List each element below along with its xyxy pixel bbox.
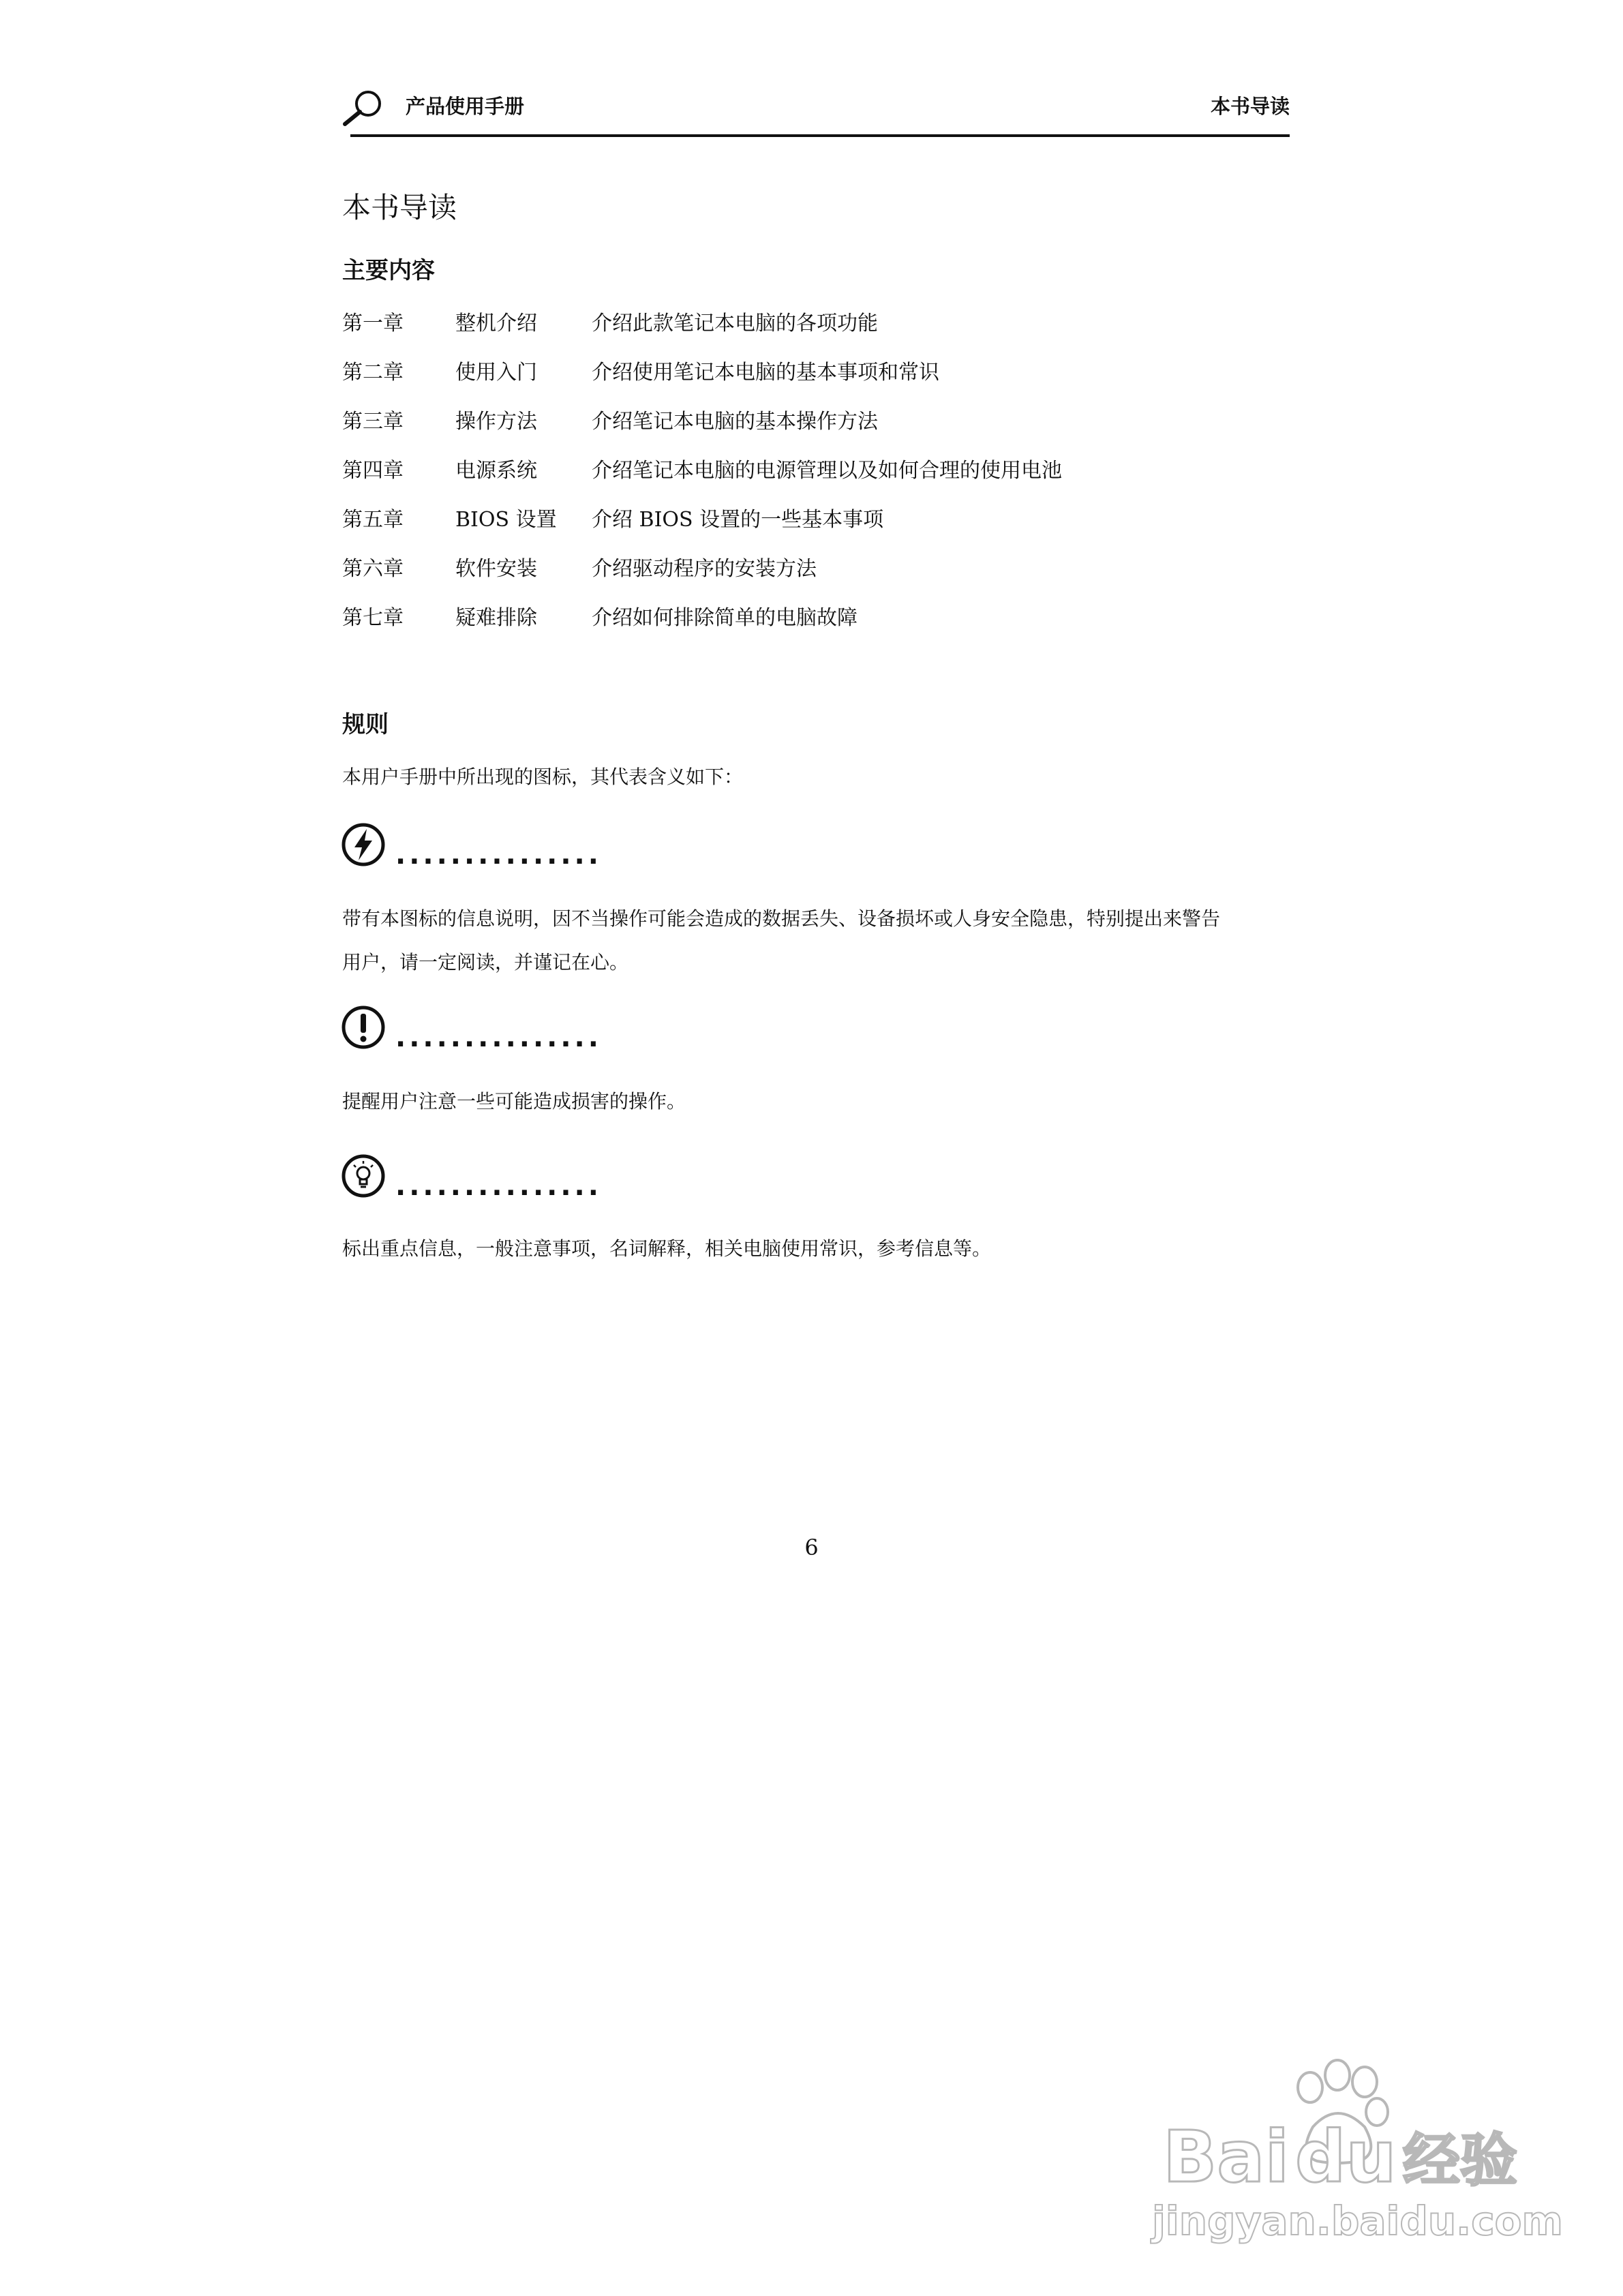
svg-text:经验: 经验 (1403, 2127, 1518, 2194)
toc-chapter-title: 使用入门 (455, 361, 537, 384)
toc-chapter-description: 介绍如何排除简单的电脑故障 (592, 606, 858, 630)
svg-text:Bai: Bai (1163, 2115, 1290, 2195)
toc-chapter-title: 操作方法 (455, 410, 537, 434)
toc-chapter-title: 整机介绍 (455, 312, 537, 335)
toc-chapter-description: 介绍 BIOS 设置的一些基本事项 (592, 508, 884, 532)
rule-dots: ............... (395, 1170, 602, 1202)
toc-chapter-description: 介绍此款笔记本电脑的各项功能 (592, 312, 878, 335)
toc-chapter-title: 电源系统 (455, 459, 537, 483)
toc-row (342, 407, 1365, 437)
toc-chapter-description: 介绍笔记本电脑的电源管理以及如何合理的使用电池 (592, 459, 1062, 483)
toc-chapter-label: 第六章 (342, 557, 404, 581)
svg-text:du: du (1295, 2115, 1397, 2195)
toc-chapter-label: 第四章 (342, 459, 404, 483)
toc-row (342, 309, 1365, 339)
toc-chapter-label: 第三章 (342, 410, 404, 434)
toc-row (342, 554, 1365, 584)
toc-row (342, 456, 1365, 486)
watermark-domain: jingyan.baidu.com (1152, 2198, 1563, 2244)
toc-chapter-label: 第二章 (342, 361, 404, 384)
rule-description-line: 提醒用户注意一些可能造成损害的操作。 (342, 1090, 686, 1113)
rules-intro: 本用户手册中所出现的图标，其代表含义如下： (342, 766, 744, 788)
header-manual-title: 产品使用手册 (406, 95, 525, 118)
baidu-paw-logo (1152, 2052, 1534, 2195)
toc-row (342, 603, 1365, 633)
rule-description-line: 带有本图标的信息说明，因不当操作可能会造成的数据丢失、设备损坏或人身安全隐患，特别提出来警告 (342, 907, 1221, 930)
exclamation-caution-icon (341, 1005, 386, 1050)
toc-chapter-label: 第一章 (342, 312, 404, 335)
toc-chapter-description: 介绍驱动程序的安装方法 (592, 557, 817, 581)
toc-chapter-description: 介绍使用笔记本电脑的基本事项和常识 (592, 361, 939, 384)
toc-chapter-title: BIOS 设置 (455, 508, 557, 532)
toc-chapter-label: 第七章 (342, 606, 404, 630)
header-section-title: 本书导读 (1210, 95, 1290, 118)
lightbulb-tip-icon (341, 1153, 386, 1198)
rules-heading: 规则 (342, 711, 389, 738)
toc-chapter-description: 介绍笔记本电脑的基本操作方法 (592, 410, 878, 434)
rule-description-line: 用户，请一定阅读，并谨记在心。 (342, 951, 629, 973)
page-title: 本书导读 (342, 191, 457, 224)
lightning-warning-icon (341, 822, 386, 867)
header-divider (350, 134, 1290, 137)
baidu-jingyan-watermark (1152, 2052, 1563, 2270)
contents-heading: 主要内容 (342, 257, 435, 284)
rule-dots: ............... (395, 839, 602, 871)
page-number: 6 (804, 1535, 819, 1560)
toc-chapter-title: 疑难排除 (455, 606, 537, 630)
magnifier-icon (341, 89, 386, 127)
toc-chapter-label: 第五章 (342, 508, 404, 532)
toc-row (342, 505, 1365, 535)
rule-description-line: 标出重点信息，一般注意事项，名词解释，相关电脑使用常识，参考信息等。 (342, 1237, 992, 1260)
toc-chapter-title: 软件安装 (455, 557, 537, 581)
toc-row (342, 358, 1365, 388)
rule-dots: ............... (395, 1022, 602, 1053)
